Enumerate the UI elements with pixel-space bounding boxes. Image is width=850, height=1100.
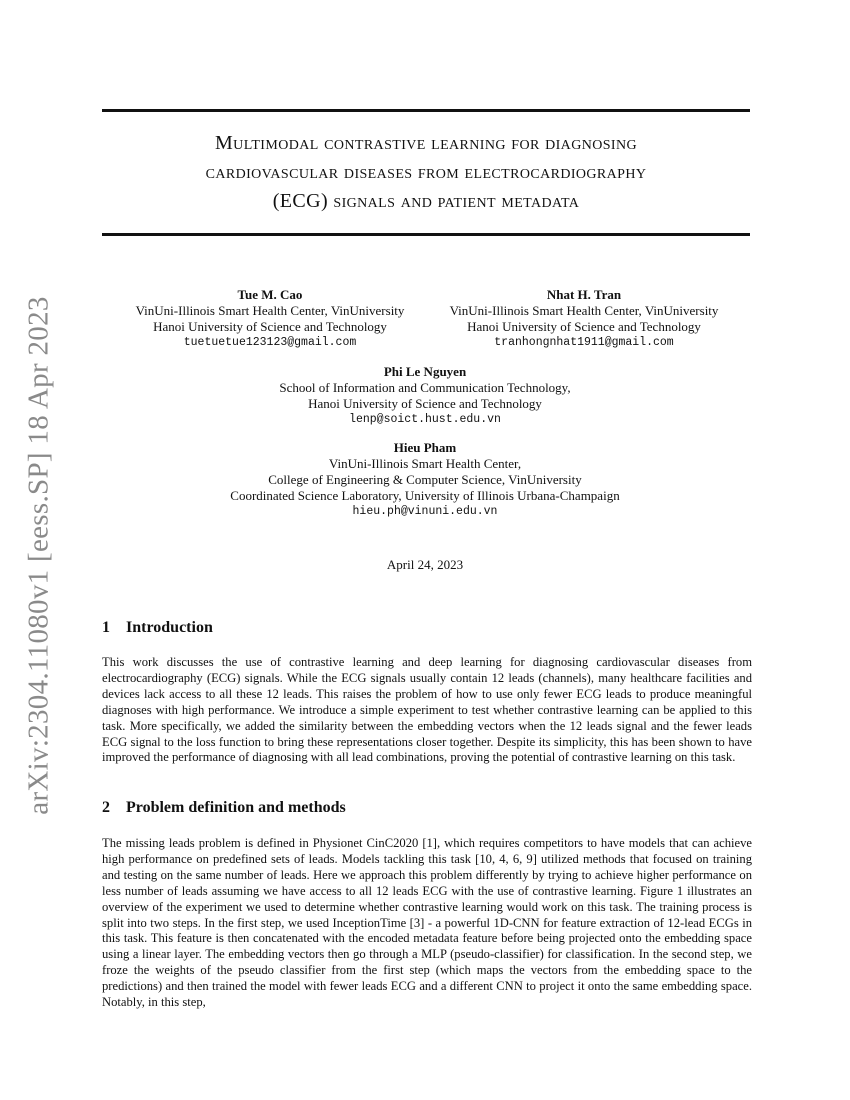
author-affiliation: VinUni-Illinois Smart Health Center, VinUniversity: [449, 303, 719, 318]
author-email[interactable]: lenp@soict.hust.edu.vn: [349, 413, 501, 426]
author-affiliation: College of Engineering & Computer Science, VinUniversity: [268, 472, 582, 487]
author-email[interactable]: hieu.ph@vinuni.edu.vn: [352, 505, 498, 518]
section-heading-introduction: [102, 619, 213, 637]
publication-date: April 24, 2023: [386, 557, 464, 572]
author-email[interactable]: tuetuetue123123@gmail.com: [183, 336, 357, 349]
author-name: Hieu Pham: [393, 440, 457, 455]
author-block-4: [0, 440, 850, 520]
section-number: 1: [102, 619, 110, 636]
author-block-3: [0, 364, 850, 428]
author-affiliation: Hanoi University of Science and Technology: [467, 319, 701, 334]
section-title: Problem definition and methods: [126, 799, 346, 816]
author-affiliation: VinUni-Illinois Smart Health Center,: [328, 456, 522, 471]
title-line-3: (ECG) signals and patient metadata: [272, 190, 580, 212]
author-block-1: [115, 287, 425, 351]
author-affiliation: School of Information and Communication Technology,: [279, 380, 571, 395]
problem-definition-paragraph: The missing leads problem is defined in Physionet CinC2020 [1], which requires competitors to have models that can achieve high performance on predefined sets of leads. Models tackling this task [10, 4, 6, 9] utilized methods that focused on training and testing on the same number of leads. Here we approach this problem differently by trying to achieve higher performance on less number of leads assuming we have access to all 12 leads ECG with the use of contrastive learning. Figure 1 illustrates an overview of the experiment we used to determine whether contrastive learning would work on this task. The training process is split into two steps. In the first step, we used InceptionTime [3] - a powerful 1D-CNN for feature extraction of 12-lead ECGs in this task. This feature is then concatenated with the encoded metadata feature before being projected onto the embedding space using a linear layer. The embedding vectors then go through a MLP (pseudo-classifier) for classification. In the second step, we froze the weights of the pseudo classifier from the first step (which maps the vectors from the embedding space to the predictions) and then trained the model with fewer leads ECG and a different CNN to project it onto the same embedding space. Notably, in this step,: [102, 836, 752, 1010]
author-name: Nhat H. Tran: [546, 287, 622, 302]
section-title: Introduction: [126, 619, 213, 636]
author-name: Phi Le Nguyen: [383, 364, 467, 379]
author-name: Tue M. Cao: [237, 287, 303, 302]
paper-title-block: [102, 109, 750, 236]
author-block-2: [424, 287, 744, 351]
introduction-paragraph: This work discusses the use of contrastive learning and deep learning for diagnosing cardiovascular diseases from electrocardiography (ECG) signals. While the ECG signals usually contain 12 leads (channels), many healthcare facilities and devices lack access to all these 12 leads. This raises the problem of how to use only fewer ECG leads to produce meaningful diagnoses with high performance. We introduce a simple experiment to test whether contrastive learning can be applied to this task. More specifically, we added the similarity between the embedding vectors when the 12 leads signal and the fewer leads ECG signal to the loss function to bring these representations closer together. Despite its simplicity, this has been shown to have improved the performance of diagnosing with all lead combinations, proving the potential of contrastive learning on this task.: [102, 655, 752, 765]
title-line-2: cardiovascular diseases from electrocardiography: [205, 161, 647, 183]
author-affiliation: Hanoi University of Science and Technology: [308, 396, 542, 411]
author-email[interactable]: tranhongnhat1911@gmail.com: [494, 336, 674, 349]
author-affiliation: Hanoi University of Science and Technology: [153, 319, 387, 334]
author-affiliation: Coordinated Science Laboratory, University of Illinois Urbana-Champaign: [230, 488, 620, 503]
title-line-1: Multimodal contrastive learning for diagnosing: [215, 132, 637, 154]
section-heading-problem-definition: [102, 799, 346, 817]
arxiv-identifier-text: arXiv:2304.11080v1 [eess.SP] 18 Apr 2023: [22, 295, 55, 815]
section-number: 2: [102, 799, 110, 816]
author-affiliation: VinUni-Illinois Smart Health Center, VinUniversity: [135, 303, 405, 318]
